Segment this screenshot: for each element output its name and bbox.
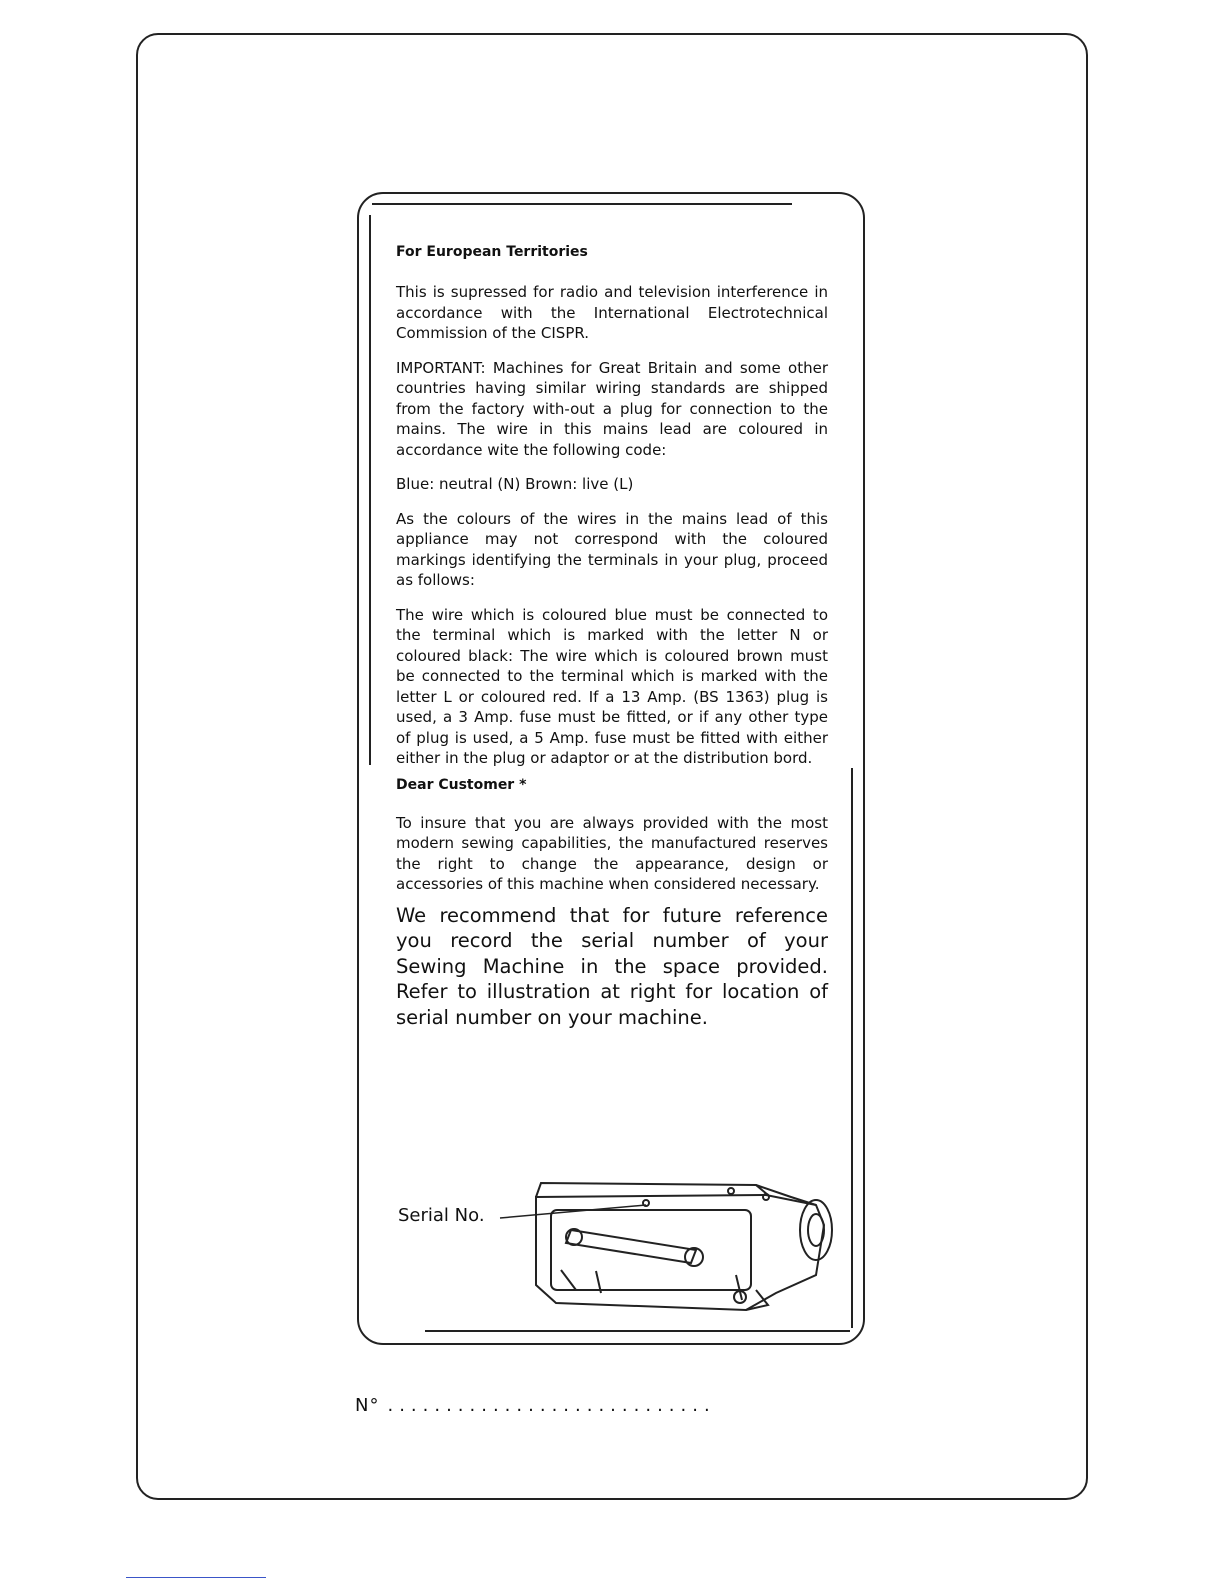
serial-illustration-area [396, 1175, 836, 1325]
heading-european-territories: For European Territories [396, 244, 588, 260]
number-label: N° [355, 1395, 380, 1416]
para-wiring: The wire which is coloured blue must be connected to the terminal which is marked with the letter N or coloured black: The wire which is coloured brown must be connected to the terminal which is marked with the letter L or coloured red. If a 13 Amp. (BS 1363) plug is used, a 3 Amp. fuse must be fitted, or if any other type of plug is used, a 5 Amp. fuse must be fitted with either either in the plug or adaptor or at the distribution bord. [396, 605, 828, 767]
para-suppressed: This is supressed for radio and television interference in accordance with the International Electrotechnical Commission of the CISPR. [396, 283, 828, 342]
para-colours: As the colours of the wires in the mains lead of this appliance may not correspond with the coloured markings identifying the terminals in your plug, proceed as follows: [396, 509, 828, 589]
serial-number-field[interactable] [355, 1395, 716, 1416]
notice-inner-line-bottom [425, 1330, 850, 1332]
notice-content [396, 244, 828, 1030]
para-colour-code: Blue: neutral (N) Brown: live (L) [396, 475, 634, 493]
para-important: IMPORTANT: Machines for Great Britain and some other countries having similar wiring standards are shipped from the factory with-out a plug for connection to the mains. The wire in this mains lead are coloured in accordance wite the following code: [396, 358, 828, 459]
notice-inner-line-right [851, 768, 853, 1328]
para-insure: To insure that you are always provided with the most modern sewing capabilities, the manufactured reserves the right to change the appearance, design or accessories of this machine when considered necessary. [396, 813, 828, 893]
para-recommend: We recommend that for future reference you record the serial number of your Sewing Machine in the space provided. Refer to illustration at right for location of serial number on your machine. [396, 903, 828, 1029]
heading-dear-customer: Dear Customer * [396, 776, 527, 793]
serial-number-label: Serial No. [398, 1205, 485, 1226]
underline-divider [126, 1577, 266, 1578]
notice-inner-line-top [372, 203, 792, 205]
notice-inner-line-left [369, 215, 371, 765]
sewing-machine-underside-illustration [396, 1175, 836, 1325]
number-dotted-line[interactable]: ............................ [387, 1395, 716, 1416]
